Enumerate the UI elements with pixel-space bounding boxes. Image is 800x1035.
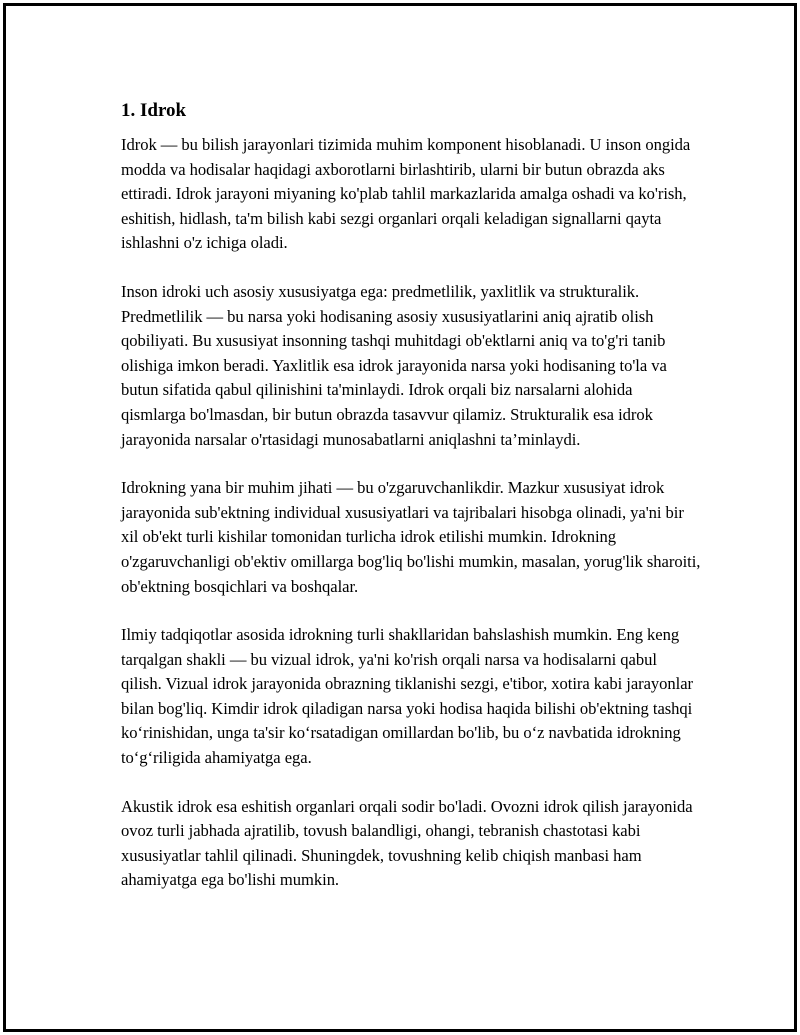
paragraph-acoustic-perception: Akustik idrok esa eshitish organlari orqali sodir bo'ladi. Ovozni idrok qilish jarayonida ovoz turli jabhada ajratilib, tovush balandligi, ohangi, tebranish chastotasi kabi xususiyatlar tahlil qilinadi. Shuningdek, tovushning kelib chiqish manbasi ham ahamiyatga ega bo'lishi mumkin. (121, 796, 693, 890)
paragraph-definition: Idrok — bu bilish jarayonlari tizimida muhim komponent hisoblanadi. U inson ongida modda va hodisalar haqidagi axborotlarni birlashtirib, ularni bir butun obrazda aks ettiradi. Idrok jarayoni miyaning ko'plab tahlil markazlarida amalga oshadi va ko'rish, eshitish, hidlash, ta'm bilish kabi sezgi organlari orqali keladigan signallarni qayta ishlashni o'z ichiga oladi. (121, 135, 691, 253)
page-frame (3, 3, 797, 1032)
document-body (121, 99, 701, 917)
section-heading: 1. Idrok (121, 100, 187, 121)
paragraph-variability: Idrokning yana bir muhim jihati — bu o'zgaruvchanlikdir. Mazkur xususiyat idrok jarayonida sub'ektning individual xususiyatlari va tajribalari hisobga olinadi, ya'ni bir xil ob'ekt turli kishilar tomonidan turlicha idrok etilishi mumkin. Idrokning o'zgaruvchanligi ob'ektiv omillarga bog'liq bo'lishi mumkin, masalan, yorug'lik sharoiti, ob'ektning bosqichlari va boshqalar. (121, 478, 701, 596)
paragraph-visual-perception: Ilmiy tadqiqotlar asosida idrokning turli shakllaridan bahslashish mumkin. Eng keng tarqalgan shakli — bu vizual idrok, ya'ni ko'rish orqali narsa va hodisalarni qabul qilish. Vizual idrok jarayonida obrazning tiklanishi sezgi, e'tibor, xotira kabi jarayonlar bilan bog'liq. Kimdir idrok qiladigan narsa yoki hodisa haqida bilishi ob'ektning tashqi ko‘rinishidan, unga ta'sir ko‘rsatadigan omillardan bo'lib, bu o‘z navbatida idrokning to‘g‘riligida ahamiyatga ega. (121, 625, 694, 768)
paragraph-properties: Inson idroki uch asosiy xususiyatga ega: predmetlilik, yaxlitlik va strukturalik. Predmetlilik — bu narsa yoki hodisaning asosiy xususiyatlarini aniq ajratib olish qobiliyati. Bu xususiyat insonning tashqi muhitdagi ob'ektlarni aniq va to'g'ri tanib olishiga imkon beradi. Yaxlitlik esa idrok jarayonida narsa yoki hodisaning to'la va butun sifatida qabul qilinishini ta'minlaydi. Idrok orqali biz narsalarni alohida qismlarga bo'lmasdan, bir butun obrazda tasavvur qilamiz. Strukturalik esa idrok jarayonida narsalar o'rtasidagi munosabatlarni aniqlashni ta’minlaydi. (121, 281, 667, 449)
